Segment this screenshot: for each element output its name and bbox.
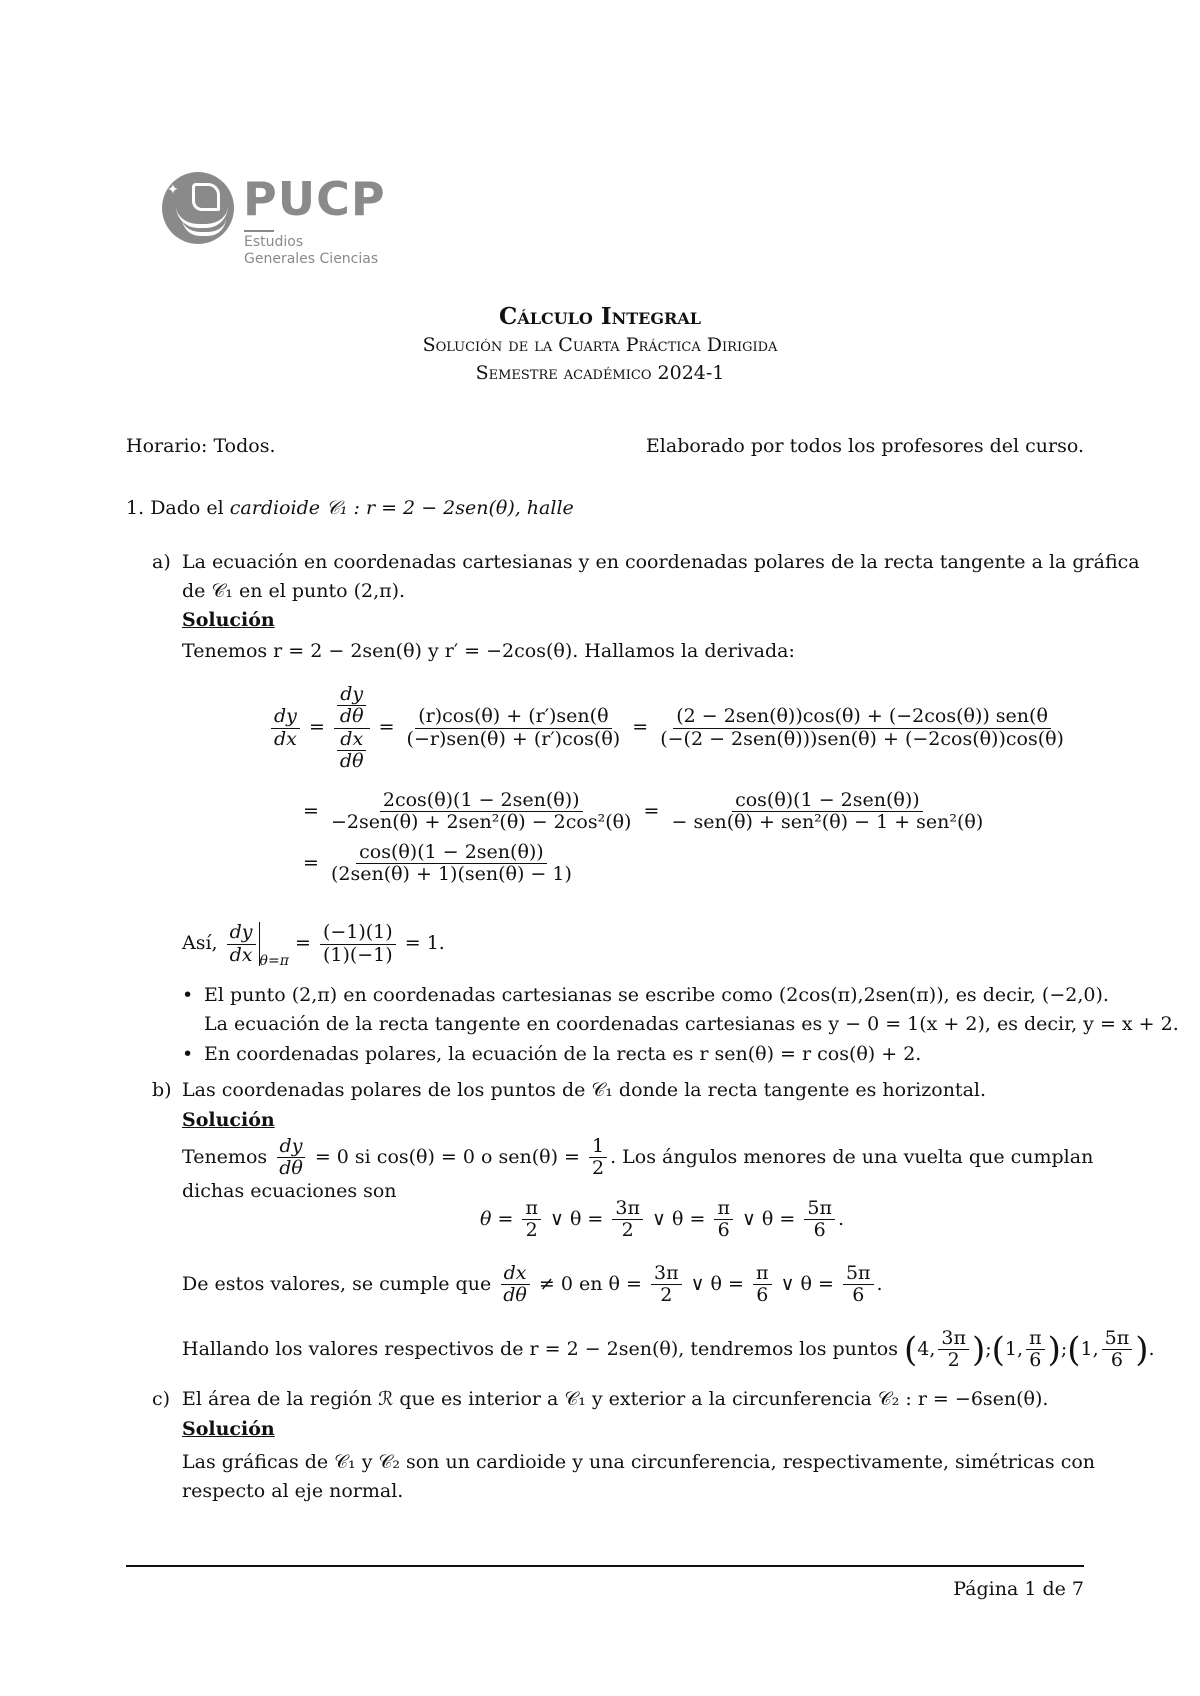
- part-c-line-2: respecto al eje normal.: [182, 1480, 404, 1502]
- derivative-formula-2: = $\frac{\text{2cos(θ)(1 − 2sen(θ))}}{\text{−2sen(θ) + 2sen²(θ) − 2cos²(θ)}}$ = $\frac{\text{cos(θ)(1 − 2sen(θ))}}{\text{− sen(θ) + sen²(θ) − 1 + sen²(θ)}}$: [303, 789, 984, 834]
- part-a-solution-heading: Solución: [182, 609, 275, 631]
- part-a-text-2: de 𝒞₁ en el punto (2,π).: [182, 580, 406, 602]
- logo-divider: [244, 230, 274, 232]
- horario: Horario: Todos.: [126, 435, 276, 457]
- evaluation: Así, $\frac{dy}{dx}$ $_{\theta=\pi}$ = $\frac{(-1)(1)}{(1)(-1)}$ = 1.: [182, 921, 445, 969]
- part-c-solution-heading: Solución: [182, 1418, 275, 1440]
- author-note: Elaborado por todos los profesores del curso.: [645, 435, 1084, 457]
- bullet-item-1-line-2: La ecuación de la recta tangente en coordenadas cartesianas es y − 0 = 1(x + 2), es decir, y = x + 2.: [204, 1013, 1179, 1035]
- logo-star-icon: ✦: [167, 182, 179, 198]
- question-equation: 𝒞₁ : r = 2 − 2sen(θ), halle: [326, 497, 574, 519]
- question-1: [126, 497, 574, 519]
- logo-wordmark: PUCP: [243, 172, 386, 226]
- frac-den: dx: [274, 727, 297, 750]
- angles-formula: θ = $\frac{\pi}{2}$ ∨ θ = $\frac{3\pi}{2}$ ∨ θ = $\frac{\pi}{6}$ ∨ θ = $\frac{5\pi}{6}$ .: [480, 1197, 845, 1242]
- part-a-label: a): [152, 551, 171, 573]
- logo-subtitle-2: Generales Ciencias: [244, 251, 379, 267]
- part-b-label: b): [152, 1079, 172, 1101]
- part-c-line-1: Las gráficas de 𝒞₁ y 𝒞₂ son un cardioide y una circunferencia, respectivamente, simétricas con: [182, 1451, 1096, 1473]
- footer-divider: [126, 1565, 1084, 1567]
- part-b-line-2: dichas ecuaciones son: [182, 1180, 397, 1202]
- part-b-solution-heading: Solución: [182, 1109, 275, 1131]
- part-c-label: c): [152, 1388, 171, 1410]
- derivative-formula-1: $\frac{dy}{dx}$ = $\frac{\frac{dy}{d\theta}}{\frac{dx}{d\theta}}$ = $\frac{\text{(r)cos(θ) + (r′)sen(θ}}{\text{(−r)sen(θ) + (r′)cos(θ)}}$ = $\frac{\text{(2 − 2sen(θ))cos(θ) + (−2cos(θ)) sen(θ}}{\text{(−(2 − 2sen(θ)))sen(θ) + (−2cos(θ))cos(θ)}}$: [268, 684, 1070, 772]
- part-b-line-4: Hallando los valores respectivos de r = 2 − 2sen(θ), tendremos los puntos (4, $\frac{3\pi}{2}$ );(1, $\frac{\pi}{6}$ );(1, $\frac{5\pi}{6}$ ).: [182, 1327, 1155, 1372]
- bullet-item-1: • El punto (2,π) en coordenadas cartesianas se escribe como (2cos(π),2sen(π)), es decir, (−2,0).: [182, 984, 1109, 1006]
- page-number: Página 1 de 7: [953, 1578, 1084, 1600]
- part-b-text: Las coordenadas polares de los puntos de 𝒞₁ donde la recta tangente es horizontal.: [182, 1079, 987, 1101]
- part-c-text: El área de la región ℛ que es interior a 𝒞₁ y exterior a la circunferencia 𝒞₂ : r = −6sen(θ).: [182, 1388, 1049, 1410]
- bullet-icon: •: [182, 984, 194, 1006]
- part-a-text-1: La ecuación en coordenadas cartesianas y en coordenadas polares de la recta tangente a la gráfica: [182, 551, 1140, 573]
- logo-subtitle-1: Estudios: [244, 234, 304, 250]
- derivative-formula-3: = $\frac{\text{cos(θ)(1 − 2sen(θ))}}{\text{(2sen(θ) + 1)(sen(θ) − 1)}}$: [303, 841, 572, 886]
- part-b-line-1: Tenemos $\frac{dy}{d\theta}$ = 0 si cos(θ) = 0 o sen(θ) = $\frac{1}{2}$ . Los ángulos menores de una vuelta que cumplan: [182, 1135, 1094, 1180]
- question-keyword: cardioide: [229, 497, 320, 519]
- part-b-line-3: De estos valores, se cumple que $\frac{dx}{d\theta}$ ≠ 0 en θ = $\frac{3\pi}{2}$ ∨ θ = $\frac{\pi}{6}$ ∨ θ = $\frac{5\pi}{6}$ .: [182, 1262, 883, 1307]
- bullet-item-2: • En coordenadas polares, la ecuación de la recta es r sen(θ) = r cos(θ) + 2.: [182, 1043, 922, 1065]
- question-number: 1.: [126, 497, 145, 519]
- frac-num: dy: [271, 706, 300, 728]
- question-intro: Dado el: [150, 497, 224, 519]
- part-a-line-1: Tenemos r = 2 − 2sen(θ) y r′ = −2cos(θ). Hallamos la derivada:: [182, 640, 795, 662]
- page-semester: Semestre académico 2024-1: [475, 362, 725, 384]
- bullet-icon: •: [182, 1043, 194, 1065]
- page-subtitle: Solución de la Cuarta Práctica Dirigida: [422, 334, 778, 356]
- page-title: Cálculo Integral: [499, 303, 701, 330]
